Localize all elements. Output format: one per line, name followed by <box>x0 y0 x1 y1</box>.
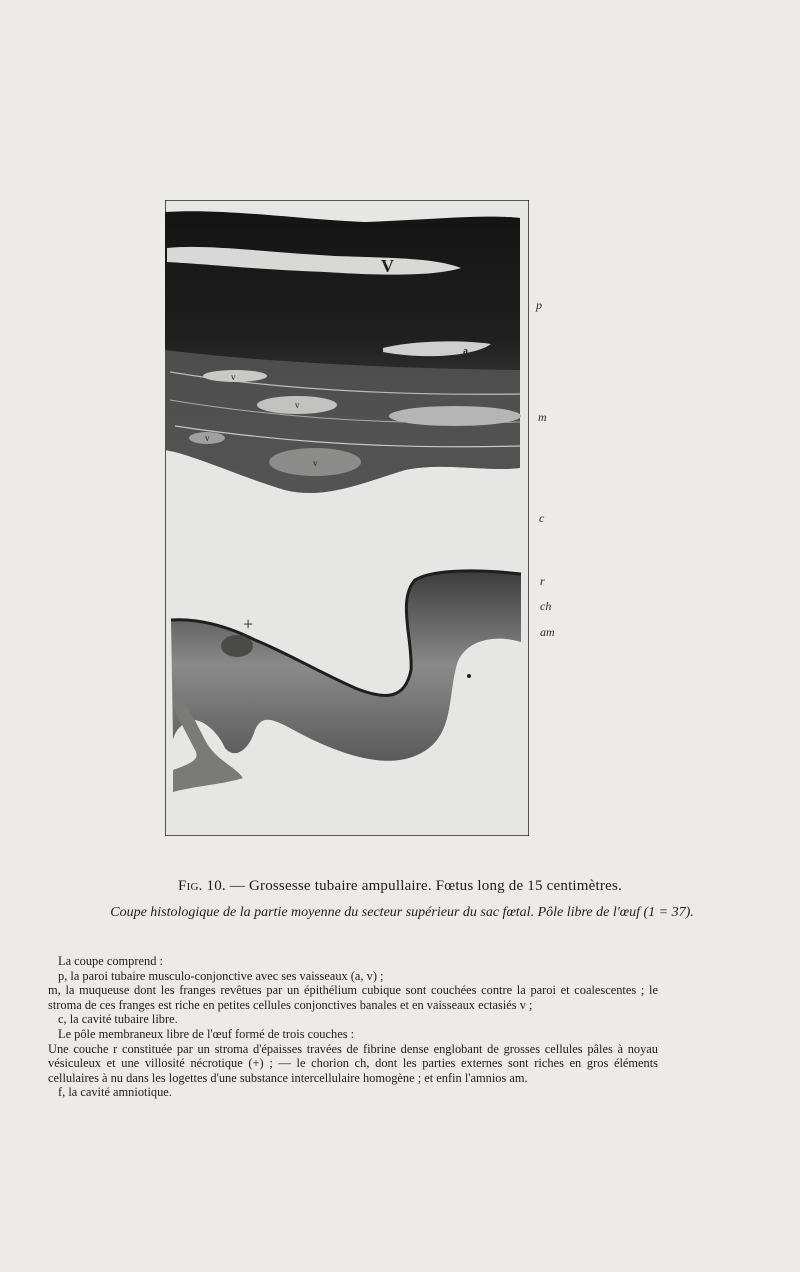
figure-number: Fig. 10. <box>178 878 226 894</box>
figure-legend <box>48 954 658 1100</box>
legend-c: c, la cavité tubaire libre. <box>58 1012 178 1027</box>
side-label-r: r <box>540 574 545 588</box>
side-label-am: am <box>540 625 555 639</box>
side-label-m: m <box>538 410 547 424</box>
label-v1: v <box>231 372 236 382</box>
legend-f: f, la cavité amniotique. <box>58 1085 172 1100</box>
vessel-v3 <box>389 406 521 426</box>
micrograph <box>165 200 529 836</box>
necrotic-villus <box>221 635 253 657</box>
figure-caption-subtitle: Coupe histologique de la partie moyenne du secteur supérieur du sac fœtal. Pôle libre de l'œuf (1 = 37). <box>110 905 694 920</box>
histology-figure <box>165 200 529 836</box>
label-plus: + <box>243 614 254 634</box>
label-v2: v <box>295 400 300 410</box>
legend-p: p, la paroi tubaire musculo-conjonctive avec ses vaisseaux (a, v) ; <box>58 968 384 983</box>
legend-pole: Le pôle membraneux libre de l'œuf formé de trois couches : <box>58 1026 355 1041</box>
label-v3: v <box>205 433 210 443</box>
side-label-c: c <box>539 511 545 525</box>
legend-intro: La coupe comprend : <box>58 954 163 968</box>
side-label-ch: ch <box>540 599 552 613</box>
label-V: V <box>381 256 394 276</box>
figure-caption-title <box>40 878 760 895</box>
side-label-p: p <box>536 298 542 312</box>
legend-m: m, la muqueuse dont les franges revêtues par un épithélium cubique sont couchées contre la paroi et coalescentes ; le stroma de ces franges est riche en petites cellules conjonctives banales et en vaisseaux ectasiés v ; <box>48 983 658 1012</box>
label-a: a <box>463 346 468 357</box>
legend-layers: Une couche r constituée par un stroma d'épaisses travées de fibrine dense englobant de grosses cellules pâles à noyau vésiculeux et une villosité nécrotique (+) ; — le chorion ch, dont les parties externes sont riches en gros éléments cellulaires à nu dans les logettes d'une substance intercellulaire homogène ; et enfin l'amnios am. <box>48 1041 658 1085</box>
caption-title-text: Grossesse tubaire ampullaire. Fœtus long de 15 centimètres. <box>248 878 622 894</box>
label-v4: v <box>313 458 318 468</box>
caption-dash: — <box>225 878 249 894</box>
